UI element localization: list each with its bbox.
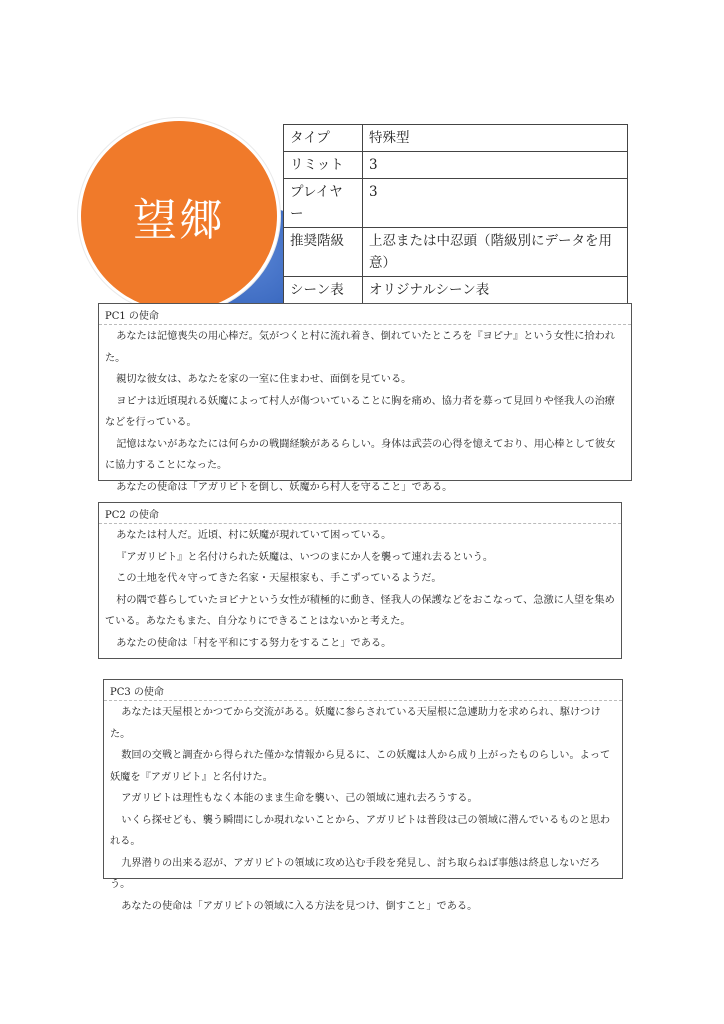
pc1-heading: PC1 の使命	[99, 304, 631, 325]
info-row-limit	[284, 152, 628, 179]
pc2-paragraph: この土地を代々守ってきた名家・天屋根家も、手こずっているようだ。	[116, 573, 442, 584]
pc1-paragraph: あなたの使命は「アガリビトを倒し、妖魔から村人を守ること」である。	[116, 481, 453, 493]
pc1-paragraph: 親切な彼女は、あなたを家の一室に住まわせ、面倒を見ている。	[116, 374, 412, 385]
pc3-paragraph: アガリビトは理性もなく本能のまま生命を襲い、己の領域に連れ去ろうする。	[121, 793, 478, 804]
info-row-scene-table	[284, 277, 628, 304]
pc1-mission-box	[98, 303, 632, 493]
info-value: 上忍または中忍頭（階級別にデータを用意）	[363, 228, 628, 277]
info-value: オリジナルシーン表	[363, 277, 628, 304]
info-key: 推奨階級	[284, 228, 363, 277]
info-value: 3	[363, 152, 628, 179]
info-value: 特殊型	[363, 125, 628, 152]
pc3-paragraph: あなたの使命は「アガリビトの領域に入る方法を見つけ、倒すこと」である。	[121, 900, 478, 912]
pc2-paragraph: 村の隅で暮らしていたヨピナという女性が積極的に動き、怪我人の保護などをおこなって、急激に人望を集めている。あなたもまた、自分なりにできることはないかと考えた。	[105, 594, 615, 627]
pc2-paragraph: あなたは村人だ。近頃、村に妖魔が現れていて困っている。	[116, 530, 392, 541]
pc1-body	[99, 325, 631, 498]
pc1-paragraph: あなたは記憶喪失の用心棒だ。気がつくと村に流れ着き、倒れていたところを『ヨピナ』という女性に拾われた。	[105, 331, 615, 364]
pc3-paragraph: 数回の交戦と調査から得られた僅かな情報から見るに、この妖魔は人から成り上がったものらしい。よって妖魔を『アガリビト』と名付けた。	[110, 750, 611, 783]
info-key: プレイヤー	[284, 179, 363, 228]
pc3-heading: PC3 の使命	[104, 680, 622, 701]
info-key: タイプ	[284, 125, 363, 152]
scenario-info-table	[283, 124, 628, 304]
pc3-mission-box	[103, 679, 623, 912]
info-key: シーン表	[284, 277, 363, 304]
pc3-body	[104, 701, 622, 917]
scenario-title: 望郷	[133, 195, 225, 246]
pc1-paragraph: 記憶はないがあなたには何らかの戦闘経験があるらしい。身体は武芸の心得を憶えており、用心棒として彼女に協力することになった。	[105, 438, 616, 471]
pc3-paragraph: 九界潜りの出来る忍が、アガリビトの領域に攻め込む手段を発見し、討ち取らねば事態は終息しないだろう。	[110, 857, 600, 890]
pc3-paragraph: いくら探せども、襲う瞬間にしか現れないことから、アガリビトは普段は己の領域に潜んでいるものと思われる。	[110, 814, 611, 847]
pc1-paragraph: ヨピナは近頃現れる妖魔によって村人が傷ついていることに胸を痛め、協力者を募って見回りや怪我人の治療などを行っている。	[105, 395, 615, 428]
info-row-players	[284, 179, 628, 228]
info-key: リミット	[284, 152, 363, 179]
info-value: 3	[363, 179, 628, 228]
info-row-type	[284, 125, 628, 152]
pc2-mission-box	[98, 502, 622, 659]
pc3-paragraph: あなたは天屋根とかつてから交流がある。妖魔に参らされている天屋根に急遽助力を求められ、駆けつけた。	[110, 707, 601, 740]
pc2-paragraph: 『アガリビト』と名付けられた妖魔は、いつのまにか人を襲って連れ去るという。	[116, 551, 494, 563]
pc2-paragraph: あなたの使命は「村を平和にする努力をすること」である。	[116, 637, 392, 649]
info-row-rank	[284, 228, 628, 277]
pc2-body	[99, 524, 621, 654]
pc2-heading: PC2 の使命	[99, 503, 621, 524]
